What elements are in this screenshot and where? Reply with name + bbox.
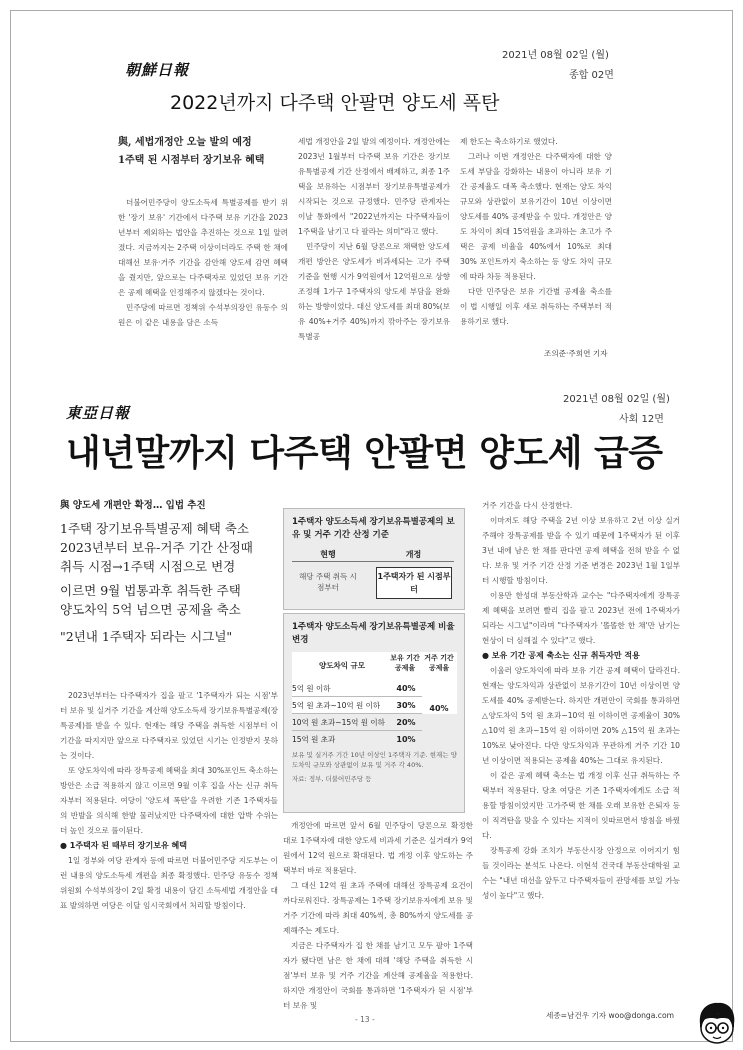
- rate-rows: [292, 680, 422, 747]
- rate-residence-value: 40%: [429, 704, 449, 713]
- criteria-current: 해당 주택 취득 시점부터: [299, 572, 357, 592]
- rate-note: 보유 및 실거주 기간 10년 이상인 1주택자 기준. 현재는 양도차익 규모와 상관없이 보유 및 거주 각 40%.: [292, 751, 457, 769]
- donga-col-2: [283, 818, 473, 1030]
- paragraph: 이 같은 공제 혜택 축소는 법 개정 이후 신규 취득하는 주택부터 적용된다. 당초 여당은 기존 1주택자에게도 소급 적용할 방침이었지만 고가주택 한 채를 오래 보유한 은퇴자 등이 직격탄을 맞을 수 있다는 지적이 잇따르면서 방침을 바꿨다.: [482, 771, 680, 840]
- paragraph: 1일 정부와 여당 관계자 등에 따르면 더불어민주당 지도부는 이런 내용의 양도소득세 개편을 최종 확정했다. 민주당 유동수 정책위원회 수석부의장이 2일 확정 내용이 담긴 소득세법 개정안을 대표 발의하면 여당은 이달 임시국회에서 처리할 방침이다.: [60, 856, 278, 910]
- rate-source: 자료: 정부, 더불어민주당 등: [292, 775, 372, 783]
- chosun-section: 종합 02면: [569, 70, 614, 81]
- donga-subhead: 취득 시점→1주택 시점으로 변경: [60, 559, 236, 574]
- donga-subhead: 1주택 장기보유특별공제 혜택 축소: [60, 521, 249, 536]
- paragraph: 또 양도차익에 따라 장특공제 혜택을 최대 30%포인트 축소하는 방안은 소급 적용하지 않고 이르면 9월 이후 집을 사는 신규 취득자부터 적용된다. 여당이 '양도세 폭탄'을 우려한 기존 1주택자들의 반발을 의식해 한발 물러났지만 다주택자에 대한 압박 수위는 더 높인 것으로 풀이된다.: [60, 766, 278, 835]
- rate-range: 5억 원 이하: [292, 683, 331, 693]
- donga-bullet-heading: ● 1주택자 된 때부터 장기보유 혜택: [60, 841, 187, 850]
- chosun-col-2: [298, 134, 450, 367]
- donga-subhead: 이르면 9월 법통과후 취득한 주택: [60, 583, 241, 598]
- donga-subhead: 2023년부터 보유-거주 기간 산정때: [60, 540, 253, 555]
- paragraph: 이용만 한성대 부동산학과 교수는 "다주택자에게 장특공제 혜택을 보려면 빨리 집을 팔고 2023년 전에 1주택자가 되라는 시그널"이라며 "다주택자가 '똘똘한 한 채'만 남기는 현상이 더 심해질 수 있다"고 했다.: [482, 591, 680, 645]
- donga-date: 2021년 08월 02일 (월): [563, 394, 670, 405]
- rate-box: [283, 613, 465, 813]
- donga-col-3: [482, 498, 680, 1010]
- rate-value: 30%: [396, 700, 416, 710]
- chosun-headline: 2022년까지 다주택 안팔면 양도세 폭탄: [170, 92, 500, 114]
- paragraph: 장특공제 강화 조치가 부동산시장 안정으로 이어지기 힘들 것이라는 분석도 나온다. 이현석 건국대 부동산대학원 교수는 "내년 대선을 앞두고 다주택자들이 관망세를 보일 가능성이 높다"고 했다.: [482, 846, 680, 900]
- criteria-revised: 1주택자가 된 시점부터: [376, 567, 452, 599]
- paragraph: 민주당이 지난 6월 당론으로 채택한 양도세 개편 방안은 양도세가 비과세되는 고가 주택 기준을 현행 시가 9억원에서 12억원으로 상향 조정해 1가구 1주택자의 양도세 부담을 완화하는 방향이었다. 대신 양도세를 최대 80%(보유 40%+거주 40%)까지 깎아주는 장기보유특별공: [298, 242, 450, 341]
- paragraph: 더불어민주당이 양도소득세 특별공제를 받기 위한 '장기 보유' 기간에서 다주택 보유 기간을 2023년부터 제외하는 법안을 추진하는 것으로 1일 알려졌다. 지금까지는 2주택 이상이더라도 주택 한 채에 대해선 보유·거주 기간을 감안해 양도세 감면 혜택을 줬지만, 앞으로는 다주택자로 있었던 보유 기간은 공제 혜택을 인정해주지 않겠다는 것이다.: [118, 198, 288, 297]
- chosun-col-3: [460, 134, 612, 339]
- chosun-masthead: 朝鮮日報: [125, 61, 190, 79]
- donga-masthead: 東亞日報: [66, 404, 131, 422]
- paragraph: 다만 민주당은 보유 기간별 공제율 축소를 이 법 시행일 이후 새로 취득하는 주택부터 적용하기로 했다.: [460, 287, 612, 326]
- donga-col-1: [60, 688, 278, 1030]
- criteria-box: [283, 508, 465, 610]
- donga-headline: 내년말까지 다주택 안팔면 양도세 급증: [66, 433, 663, 474]
- paragraph: 거주 기간을 다시 산정한다.: [482, 501, 573, 510]
- chosun-subhead-2: 1주택 된 시점부터 장기보유 혜택: [118, 155, 265, 166]
- donga-section: 사회 12면: [619, 414, 664, 425]
- divider: [292, 561, 454, 562]
- paragraph: 세법 개정안을 2일 발의 예정이다. 개정안에는 2023년 1월부터 다주택 보유 기간은 장기보유특별공제 기간 산정에서 배제하고, 최종 1주택을 보유하는 시점부터 장기보유특별공제가 시작되는 것으로 규정했다. 민주당 관계자는 이날 통화에서 "2022년까지는 다주택자들이 1주택을 남기고 다 팔라는 의미"라고 했다.: [298, 137, 450, 236]
- paragraph: 개정안에 따르면 앞서 6월 민주당이 당론으로 확정한 대로 1주택자에 대한 양도세 비과세 기준은 실거래가 9억 원에서 12억 원으로 확대된다. 법 개정 이후 양도하는 주택부터 바로 적용된다.: [283, 821, 473, 875]
- page-number: - 13 -: [355, 1015, 375, 1024]
- table-row: [292, 731, 422, 747]
- rate-value: 20%: [396, 717, 416, 727]
- chosun-col-1: [118, 195, 288, 367]
- rate-range: 15억 원 초과: [292, 734, 336, 744]
- criteria-header-current: 현행: [320, 550, 336, 559]
- cartoon-face-icon: [692, 998, 740, 1046]
- donga-subhead: "2년내 1주택자 되라는 시그널": [60, 629, 233, 644]
- table-row: [292, 697, 422, 714]
- paragraph: 2023년부터는 다주택자가 집을 팔고 '1주택자가 되는 시점'부터 보유 및 실거주 기간을 계산해 양도소득세 장기보유특별공제(장특공제)를 받을 수 있다. 현재는 해당 주택을 취득한 시점부터 이 기간을 따지지만 앞으로 다주택자로 있었던 시기는 인정받지 못하는 것이다.: [60, 691, 278, 760]
- criteria-box-title: 1주택자 양도소득세 장기보유특별공제의 보유 및 거주 기간 산정 기준: [292, 517, 455, 540]
- donga-byline: 세종=남건우 기자 woo@donga.com: [546, 1011, 675, 1020]
- paragraph: 지금은 다주택자가 집 한 채를 남기고 모두 팔아 1주택자가 됐다면 남은 한 채에 대해 '해당 주택을 취득한 시점'부터 보유 및 거주 기간을 계산해 공제율을 적용한다. 하지만 개정안이 국회를 통과하면 '1주택자가 된 시점'부터 보유 및: [283, 941, 473, 1010]
- paragraph: 민주당에 따르면 정책위 수석부의장인 유동수 의원은 이 같은 내용을 담은 소득: [118, 303, 288, 327]
- rate-box-title: 1주택자 양도소득세 장기보유특별공제 비율 변경: [292, 622, 455, 645]
- chosun-date: 2021년 08월 02일 (월): [502, 50, 609, 61]
- rate-header-range: 양도차익 규모: [318, 661, 366, 670]
- rate-value: 10%: [396, 734, 416, 744]
- rate-range: 5억 원 초과~10억 원 이하: [292, 700, 381, 710]
- rate-value: 40%: [396, 683, 416, 693]
- paragraph: 그러나 이번 개정안은 다주택자에 대한 양도세 부담을 강화하는 내용이 아니라 보유 기간 공제율도 대폭 축소했다. 현재는 양도 차익 규모와 상관없이 보유기간이 10년 이상이면 양도세를 40% 공제받을 수 있다. 개정안은 양도 차익이 최대 15억원을 초과하는 초고가 주택은 공제 비율을 40%에서 10%로 최대 30% 포인트까지 축소하는 등 양도 차익 규모에 따라 차등 적용된다.: [460, 152, 612, 281]
- donga-kicker: 與 양도세 개편안 확정… 입법 추진: [60, 500, 206, 511]
- table-row: [292, 714, 422, 731]
- donga-bullet-heading: ● 보유 기간 공제 축소는 신규 취득자만 적용: [482, 651, 640, 660]
- paragraph: 이마저도 해당 주택을 2년 이상 보유하고 2년 이상 실거주해야 장특공제를 받을 수 있기 때문에 1주택자가 된 이후 3년 내에 남은 한 채를 판다면 공제 혜택을 전혀 받을 수 없다. 보유 및 거주 기간 산정 기준 변경은 2023년 1월 1일부터 시행할 방침이다.: [482, 516, 680, 585]
- rate-range: 10억 원 초과~15억 원 이하: [292, 717, 385, 727]
- chosun-subhead-1: 與, 세법개정안 오늘 발의 예정: [118, 137, 252, 148]
- criteria-header-revised: 개정: [405, 550, 422, 559]
- rate-header-residence: 거주 기간 공제율: [424, 654, 454, 672]
- donga-subhead: 양도차익 5억 넘으면 공제율 축소: [60, 602, 241, 617]
- paragraph: 이울러 양도차익에 따라 보유 기간 공제 혜택이 달라진다. 현재는 양도차익과 상관없이 보유기간이 10년 이상이면 양도세를 40% 공제받는다. 하지만 개편안이 국회를 통과하면 △양도차익 5억 원 초과~10억 원 이하이면 공제율이 30% △10억 원 초과~15억 원 이하이면 20% △15억 원 초과는 10%로 낮아진다. 다만 양도차익과 무관하게 거주 기간 10년 이상이면 적용되는 공제율 40%는 그대로 유지된다.: [482, 666, 680, 765]
- table-row: [292, 680, 422, 697]
- chosun-byline: 조의준·주희연 기자: [544, 349, 608, 358]
- paragraph: 그 대신 12억 원 초과 주택에 대해선 장특공제 요건이 까다로워진다. 장특공제는 1주택 장기보유자에게 보유 및 거주 기간에 따라 최대 40%씩, 총 80%까지 양도세를 공제해주는 제도다.: [283, 881, 473, 935]
- rate-header-holding: 보유 기간 공제율: [390, 654, 420, 672]
- paragraph: 제 한도는 축소하기로 했었다.: [460, 137, 558, 146]
